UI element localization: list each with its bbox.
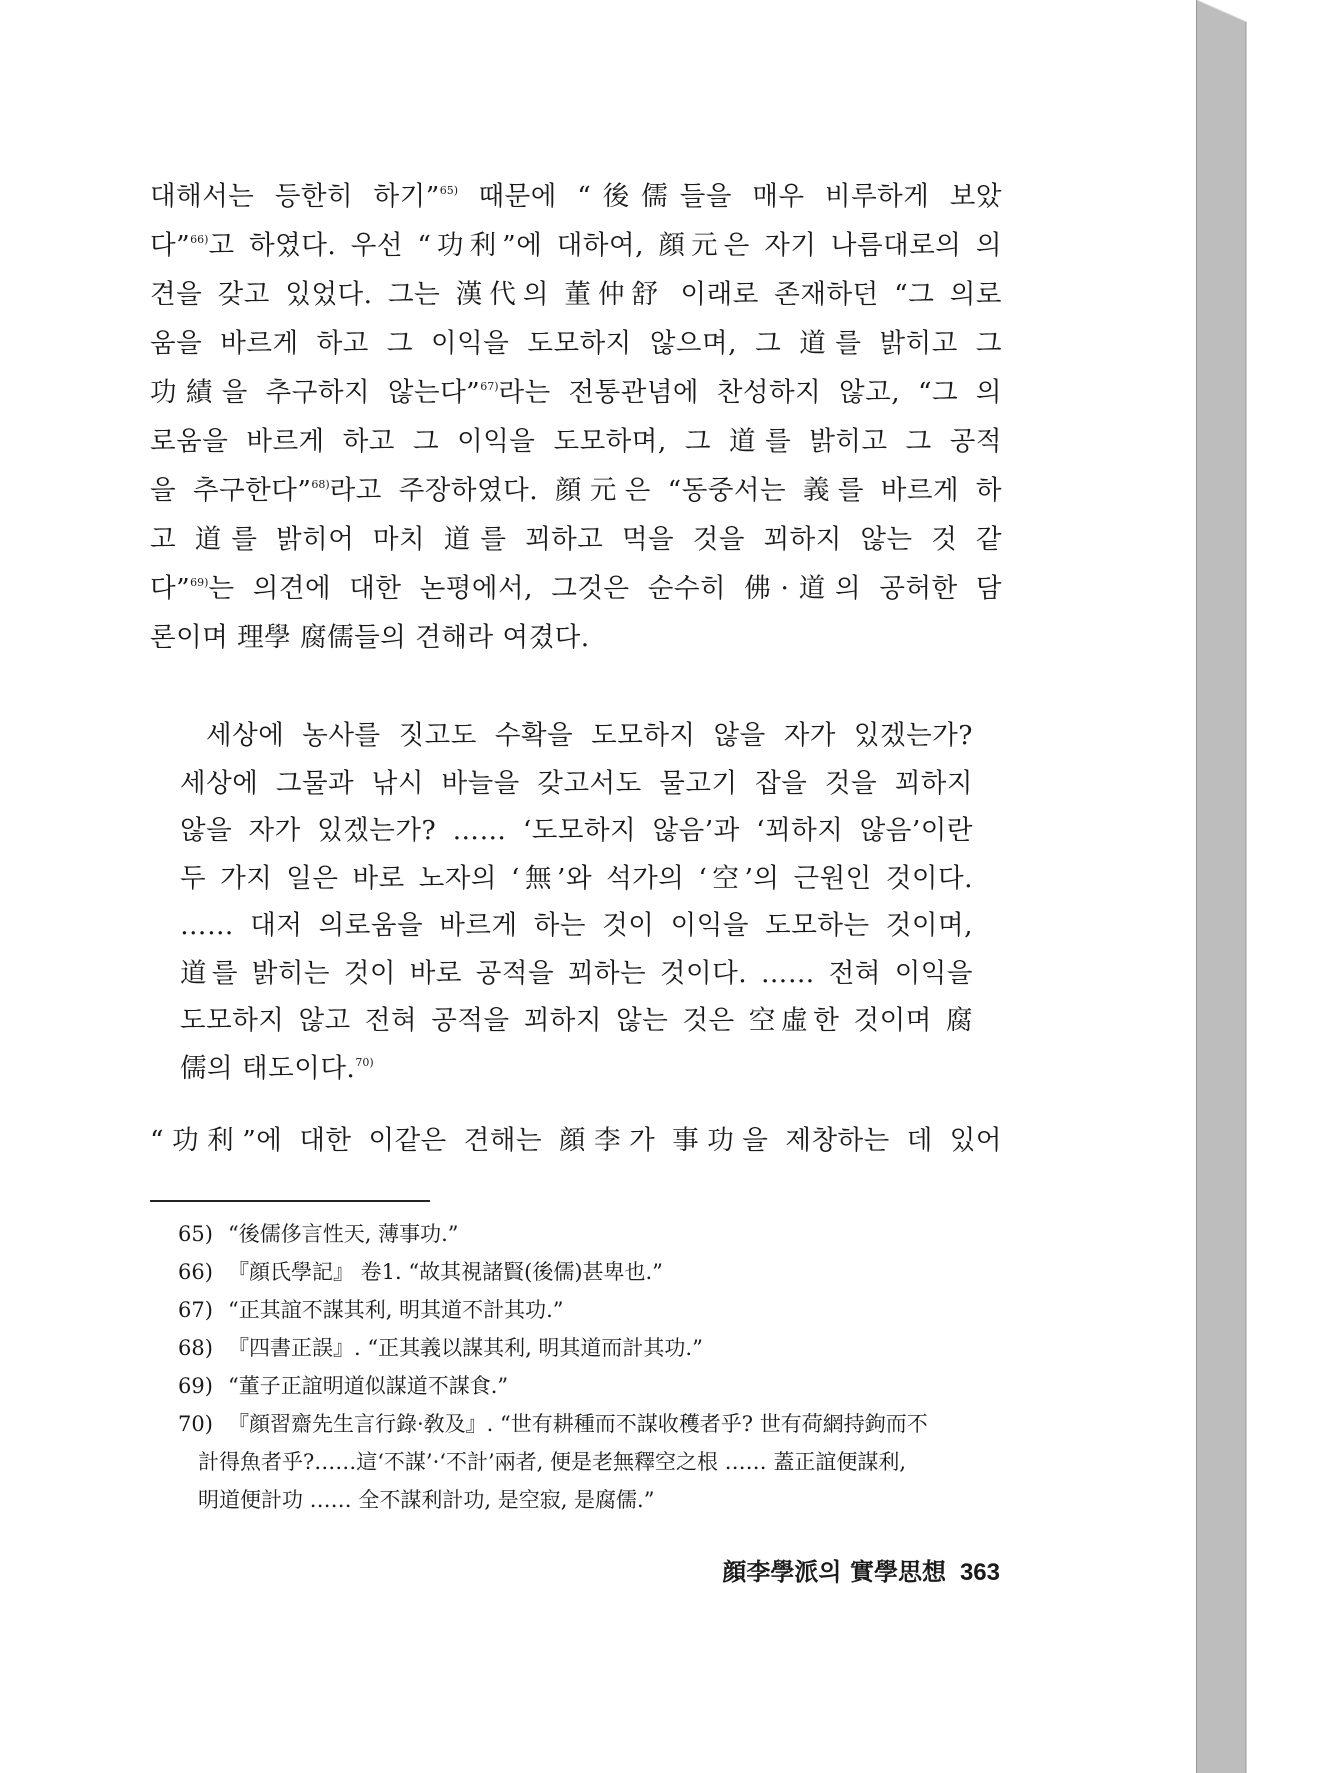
paragraph-line: 을 추구한다”$^{68)}$라고 주장하였다. 顔元은 “동중서는 義를 바르게 하 <box>150 475 1002 506</box>
paragraph-line: 세상에 농사를 짓고도 수확을 도모하지 않을 자가 있겠는가? <box>206 720 973 751</box>
paragraph-line: 儒의 태도이다.$^{70)}$ <box>180 1052 374 1084</box>
footnote-separator <box>150 1200 430 1202</box>
footnote-number: 70) <box>178 1412 213 1436</box>
paragraph-line: 다”$^{69)}$는 의견에 대한 논평에서, 그것은 순수히 佛·道의 공허한 담 <box>150 573 1002 604</box>
footnote-text: “後儒侈言性天, 薄事功.” <box>228 1222 459 1246</box>
paragraph-line: 세상에 그물과 낚시 바늘을 갖고서도 물고기 잡을 것을 꾀하지 <box>180 767 973 799</box>
footnote-number: 69) <box>178 1374 213 1398</box>
paragraph-line: 두 가지 일은 바로 노자의 ‘無’와 석가의 ‘空’의 근원인 것이다. <box>180 862 973 894</box>
footnote-continuation: 計得魚者乎?……這‘不謀’·‘不計’兩者, 便是老無釋空之根 …… 蓋正誼便謀利, <box>198 1450 907 1474</box>
paragraph-line: 도모하지 않고 전혀 공적을 꾀하지 않는 것은 空虛한 것이며 腐 <box>180 1005 973 1036</box>
footnote-text: 『顔氏學記』 卷1. “故其視諸賢(後儒)甚卑也.” <box>228 1260 663 1284</box>
paragraph-line: 功績을 추구하지 않는다”$^{67)}$라는 전통관념에 찬성하지 않고, “그 의 <box>150 377 1002 408</box>
footnote-item <box>178 1253 1006 1291</box>
footnote-ref[interactable]: 66) <box>190 233 209 246</box>
footnote-number: 65) <box>178 1222 213 1246</box>
paragraph-line: 고 道를 밝히어 마치 道를 꾀하고 먹을 것을 꾀하지 않는 것 같 <box>150 524 1002 555</box>
footnote-item <box>178 1291 1006 1329</box>
footnote-text: “正其誼不謀其利, 明其道不計其功.” <box>228 1298 564 1322</box>
footnotes <box>178 1215 1006 1519</box>
body-paragraph-2 <box>150 1116 1002 1165</box>
paragraph-line: 움을 바르게 하고 그 이익을 도모하지 않으며, 그 道를 밝히고 그 <box>150 328 1002 359</box>
paragraph-line: …… 대저 의로움을 바르게 하는 것이 이익을 도모하는 것이며, <box>180 910 973 941</box>
paragraph-line: 않을 자가 있겠는가? …… ‘도모하지 않음’과 ‘꾀하지 않음’이란 <box>180 815 973 846</box>
footnote-number: 66) <box>178 1260 213 1284</box>
paragraph-line: 道를 밝히는 것이 바로 공적을 꾀하는 것이다. …… 전혀 이익을 <box>180 957 973 989</box>
footnote-ref[interactable]: 70) <box>355 1055 374 1069</box>
paragraph-line: 견을 갖고 있었다. 그는 漢代의 董仲舒 이래로 존재하던 “그 의로 <box>150 279 1002 310</box>
paragraph-line: 로움을 바르게 하고 그 이익을 도모하며, 그 道를 밝히고 그 공적 <box>150 426 1002 457</box>
block-quote <box>180 712 973 1092</box>
footnote-number: 67) <box>178 1298 213 1322</box>
footnote-item <box>178 1215 1006 1253</box>
paragraph-line: “功利”에 대한 이같은 견해는 顔李가 事功을 제창하는 데 있어 <box>150 1125 1002 1156</box>
paragraph-line: 론이며 理學 腐儒들의 견해라 여겼다. <box>150 622 590 653</box>
running-footer <box>722 1552 1000 1587</box>
paragraph-line: 대해서는 등한히 하기”$^{65)}$ 때문에 “後儒들을 매우 비루하게 보았 <box>150 181 1002 212</box>
footnote-continuation: 明道便計功 …… 全不謀利計功, 是空寂, 是腐儒.” <box>198 1488 655 1512</box>
footnote-number: 68) <box>178 1336 213 1360</box>
footer-title: 顔李學派의 實學思想 <box>722 1557 946 1586</box>
body-paragraph-1 <box>150 172 1002 662</box>
footnote-text: “董子正誼明道似謀道不謀食.” <box>228 1374 509 1398</box>
paragraph-line: 다”$^{66)}$고 하였다. 우선 “功利”에 대하여, 顔元은 자기 나름대로의 의 <box>150 230 1002 261</box>
footnote-item <box>178 1405 1006 1443</box>
page-edge-shape <box>1196 0 1332 1773</box>
page-number: 363 <box>959 1559 1000 1586</box>
footnote-text: 『顔習齋先生言行錄·敎及』. “世有耕種而不謀收穫者乎? 世有荷網持鉤而不 <box>228 1412 928 1436</box>
footnote-item <box>178 1367 1006 1405</box>
footnote-text: 『四書正誤』. “正其義以謀其利, 明其道而計其功.” <box>228 1336 703 1360</box>
footnote-ref[interactable]: 67) <box>480 380 499 393</box>
footnote-ref[interactable]: 65) <box>439 184 459 197</box>
footnote-item <box>178 1329 1006 1367</box>
footnote-ref[interactable]: 69) <box>190 576 209 589</box>
footnote-ref[interactable]: 68) <box>311 478 330 491</box>
